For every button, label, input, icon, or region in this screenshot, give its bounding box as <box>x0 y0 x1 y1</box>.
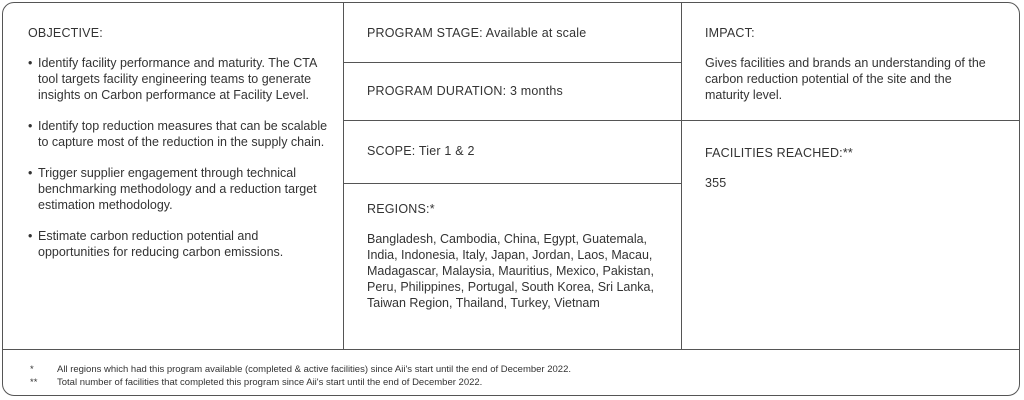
footer-divider <box>3 349 1019 350</box>
program-stage: PROGRAM STAGE: Available at scale <box>367 26 587 40</box>
impact-text: Gives facilities and brands an understanding of the carbon reduction potential of the site and the maturity level. <box>705 56 986 102</box>
objective-item: • Trigger supplier engagement through technical benchmarking methodology and a reduction target estimation methodology. <box>28 165 328 213</box>
impact-heading: IMPACT: <box>705 26 755 40</box>
footnote-text: All regions which had this program available (completed & active facilities) since Aii's start until the end of December 2022. <box>57 364 572 375</box>
regions-list: Bangladesh, Cambodia, China, Egypt, Guatemala, India, Indonesia, Italy, Japan, Jordan, Laos, Macau, Madagascar, Malaysia, Mauritius, Mexico, Pakistan, Peru, Philippines, Portugal, South Korea, Sri Lanka, Taiwan Region, Thailand, Turkey, Vietnam <box>367 232 654 310</box>
row-divider-2 <box>344 120 1019 121</box>
objective-item: • Identify facility performance and maturity. The CTA tool targets facility engineering teams to generate insights on Carbon performance at Facility Level. <box>28 55 328 103</box>
objective-item: • Estimate carbon reduction potential and opportunities for reducing carbon emissions. <box>28 228 328 260</box>
facilities-heading: FACILITIES REACHED:** <box>705 146 853 160</box>
footnote-facilities <box>30 376 482 389</box>
footnote-mark: * <box>30 364 34 375</box>
row-divider-3 <box>344 183 681 184</box>
facilities-value: 355 <box>705 176 727 190</box>
regions-heading: REGIONS:* <box>367 202 435 216</box>
program-scope: SCOPE: Tier 1 & 2 <box>367 144 475 158</box>
program-duration: PROGRAM DURATION: 3 months <box>367 84 563 98</box>
row-divider-1 <box>344 62 681 63</box>
footnote-regions <box>30 363 571 376</box>
column-divider-left <box>343 3 344 349</box>
footnote-text: Total number of facilities that completed this program since Aii's start until the end of December 2022. <box>57 377 483 388</box>
objective-list <box>28 55 328 275</box>
column-divider-right <box>681 3 682 349</box>
footnote-mark: ** <box>30 377 38 388</box>
objective-heading: OBJECTIVE: <box>28 26 103 40</box>
objective-item: • Identify top reduction measures that can be scalable to capture most of the reduction in the supply chain. <box>28 118 328 150</box>
